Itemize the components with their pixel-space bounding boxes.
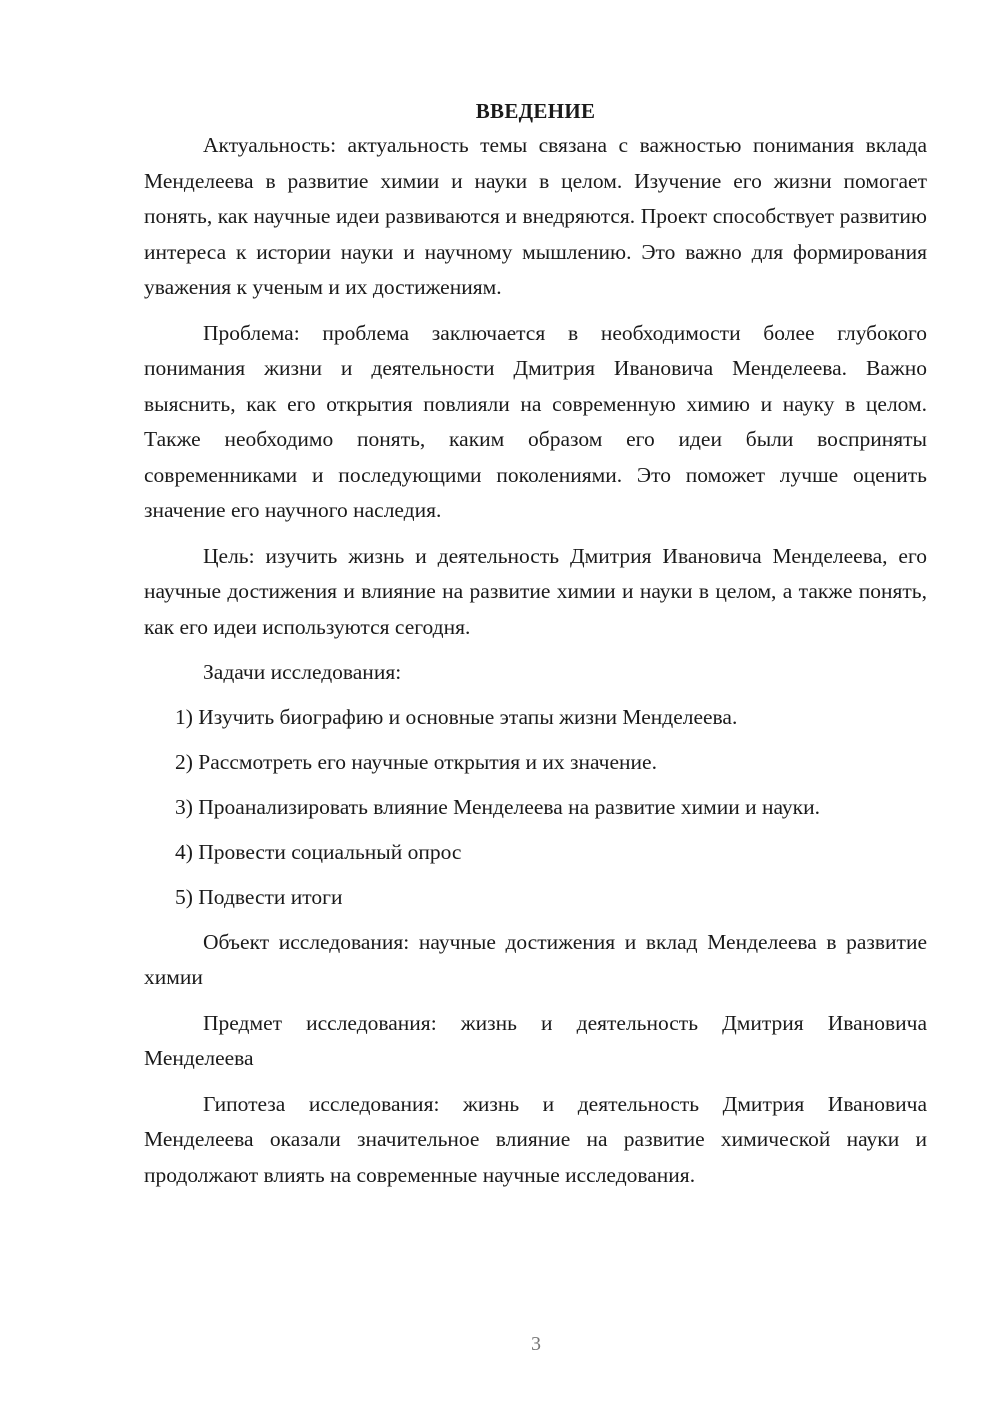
document-page [144, 96, 927, 1203]
paragraph-relevance: Актуальность: актуальность темы связана с важностью понимания вклада Менделеева в развитие химии и науки в целом. Изучение его жизни помогает понять, как научные идеи развиваются и внедряются. Проект способствует развитию интереса к истории науки и научному мышлению. Это важно для формирования уважения к ученым и их достижениям. [144, 133, 927, 299]
paragraph-object: Объект исследования: научные достижения и вклад Менделеева в развитие химии [144, 929, 927, 989]
paragraph-goal: Цель: изучить жизнь и деятельность Дмитрия Ивановича Менделеева, его научные достижения и влияние на развитие химии и науки в целом, а также понять, как его идеи используются сегодня. [144, 543, 927, 639]
paragraph-hypothesis: Гипотеза исследования: жизнь и деятельность Дмитрия Ивановича Менделеева оказали значительное влияние на развитие химической науки и продолжают влиять на современные научные исследования. [144, 1091, 927, 1187]
paragraph-problem: Проблема: проблема заключается в необходимости более глубокого понимания жизни и деятельности Дмитрия Ивановича Менделеева. Важно выяснить, как его открытия повлияли на современную химию и науку в целом. Также необходимо понять, каким образом его идеи были восприняты современниками и последующими поколениями. Это поможет лучше оценить значение его научного наследия. [144, 320, 927, 522]
list-item: 5) Подвести итоги [175, 884, 343, 909]
paragraph-subject: Предмет исследования: жизнь и деятельность Дмитрия Ивановича Менделеева [144, 1010, 927, 1070]
list-item: 3) Проанализировать влияние Менделеева на развитие химии и науки. [175, 794, 820, 819]
section-heading: ВВЕДЕНИЕ [475, 99, 596, 123]
page-number: 3 [531, 1333, 541, 1355]
list-item: 1) Изучить биографию и основные этапы жизни Менделеева. [175, 704, 738, 729]
list-item: 2) Рассмотреть его научные открытия и их значение. [175, 749, 657, 774]
tasks-title: Задачи исследования: [203, 660, 402, 684]
tasks-list [144, 700, 927, 916]
list-item: 4) Провести социальный опрос [175, 839, 462, 864]
